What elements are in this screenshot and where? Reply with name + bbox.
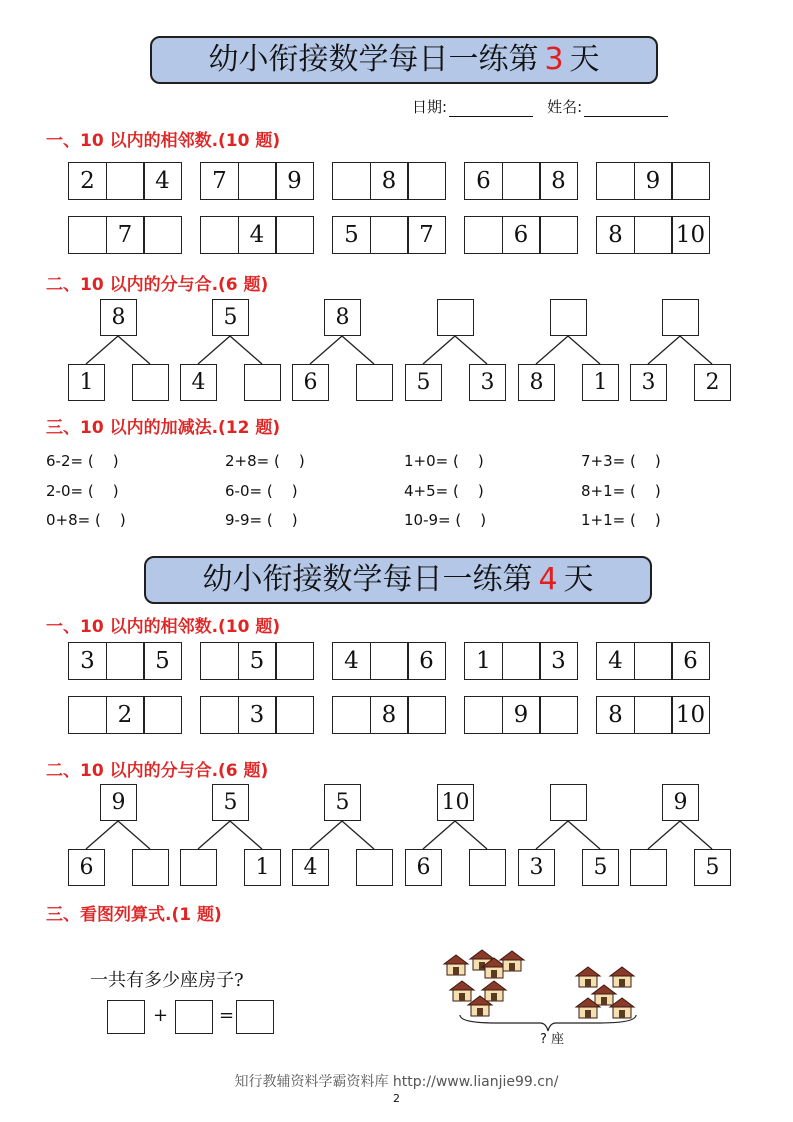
number-cell: 4 xyxy=(143,162,182,200)
day3-section2-title: 二、10 以内的分与合.(6 题) xyxy=(46,275,269,295)
split-right-box: 5 xyxy=(694,849,731,886)
split-left-box[interactable] xyxy=(630,849,667,886)
number-cell: 9 xyxy=(502,696,541,734)
number-cell: 9 xyxy=(275,162,314,200)
number-cell: 8 xyxy=(370,696,409,734)
number-cell: 3 xyxy=(68,642,107,680)
picture-label: ? 座 xyxy=(540,1032,565,1047)
split-top-box: 9 xyxy=(662,784,699,821)
number-cell: 6 xyxy=(464,162,503,200)
page-number: 2 xyxy=(393,1092,400,1105)
number-cell: 8 xyxy=(539,162,578,200)
split-left-box: 1 xyxy=(68,364,105,401)
branch-line xyxy=(86,821,118,849)
branch-line xyxy=(342,821,374,849)
equation[interactable]: 8+1= ( ) xyxy=(581,482,661,500)
number-cell: 7 xyxy=(106,216,145,254)
day4-section1-title: 一、10 以内的相邻数.(10 题) xyxy=(46,617,281,637)
split-left-box: 6 xyxy=(292,364,329,401)
split-left-box: 3 xyxy=(630,364,667,401)
title-prefix: 幼小衔接数学每日一练第 xyxy=(208,42,539,77)
split-top-box: 5 xyxy=(324,784,361,821)
split-top-box: 5 xyxy=(212,784,249,821)
date-label: 日期: xyxy=(412,98,448,116)
number-cell: 8 xyxy=(596,216,635,254)
number-cell: 4 xyxy=(332,642,371,680)
day-number: 3 xyxy=(544,42,564,77)
title-suffix: 天 xyxy=(569,42,600,77)
number-cell: 2 xyxy=(68,162,107,200)
title-prefix: 幼小衔接数学每日一练第 xyxy=(202,562,533,597)
split-top-box: 8 xyxy=(100,299,137,336)
equation[interactable]: 4+5= ( ) xyxy=(404,482,484,500)
number-cell: 1 xyxy=(464,642,503,680)
day4-section3-title: 三、看图列算式.(1 题) xyxy=(46,905,222,925)
house-group-left xyxy=(444,950,524,1016)
number-cell: 6 xyxy=(671,642,710,680)
split-left-box: 6 xyxy=(68,849,105,886)
equation[interactable]: 9-9= ( ) xyxy=(225,511,298,529)
split-right-box: 3 xyxy=(469,364,506,401)
split-right-box: 5 xyxy=(582,849,619,886)
number-cell: 6 xyxy=(407,642,446,680)
branch-line xyxy=(455,821,487,849)
equation[interactable]: 2-0= ( ) xyxy=(46,482,119,500)
branch-line xyxy=(680,821,712,849)
equation[interactable]: 6-0= ( ) xyxy=(225,482,298,500)
number-cell: 5 xyxy=(332,216,371,254)
split-right-box: 2 xyxy=(694,364,731,401)
answer-box-1[interactable] xyxy=(107,1000,145,1034)
split-top-box: 10 xyxy=(437,784,474,821)
number-cell: 8 xyxy=(596,696,635,734)
answer-box-3[interactable] xyxy=(236,1000,274,1034)
title-suffix: 天 xyxy=(563,562,594,597)
split-top-box: 5 xyxy=(212,299,249,336)
equation[interactable]: 7+3= ( ) xyxy=(581,452,661,470)
split-left-box: 5 xyxy=(405,364,442,401)
house-group-right xyxy=(576,967,634,1018)
branch-line xyxy=(198,821,230,849)
number-cell: 7 xyxy=(200,162,239,200)
number-cell: 7 xyxy=(407,216,446,254)
split-right-box[interactable] xyxy=(132,849,169,886)
split-right-box[interactable] xyxy=(356,849,393,886)
split-right-box: 1 xyxy=(244,849,281,886)
answer-box-2[interactable] xyxy=(175,1000,213,1034)
equation[interactable]: 6-2= ( ) xyxy=(46,452,119,470)
equation[interactable]: 10-9= ( ) xyxy=(404,511,487,529)
equation[interactable]: 2+8= ( ) xyxy=(225,452,305,470)
branch-line xyxy=(310,821,342,849)
number-cell: 4 xyxy=(596,642,635,680)
number-cell: 8 xyxy=(370,162,409,200)
split-left-box[interactable] xyxy=(180,849,217,886)
number-cell: 6 xyxy=(502,216,541,254)
branch-line xyxy=(536,821,568,849)
equation[interactable]: 1+1= ( ) xyxy=(581,511,661,529)
picture-question: 一共有多少座房子? xyxy=(90,970,244,991)
equals-sign: = xyxy=(219,1005,235,1026)
name-label: 姓名: xyxy=(547,98,583,116)
houses-picture xyxy=(436,945,666,1055)
number-cell: 4 xyxy=(238,216,277,254)
branch-line xyxy=(423,821,455,849)
split-right-box[interactable] xyxy=(469,849,506,886)
day4-section2-title: 二、10 以内的分与合.(6 题) xyxy=(46,761,269,781)
branch-line xyxy=(648,821,680,849)
number-cell: 10 xyxy=(671,696,710,734)
branch-line xyxy=(118,821,150,849)
equation[interactable]: 1+0= ( ) xyxy=(404,452,484,470)
split-left-box: 4 xyxy=(180,364,217,401)
split-top-box: 9 xyxy=(100,784,137,821)
day-number: 4 xyxy=(538,562,558,597)
number-cell: 5 xyxy=(238,642,277,680)
number-cell: 3 xyxy=(238,696,277,734)
number-cell: 3 xyxy=(539,642,578,680)
split-left-box: 8 xyxy=(518,364,555,401)
split-right-box: 1 xyxy=(582,364,619,401)
number-cell: 9 xyxy=(634,162,673,200)
brace xyxy=(460,1015,636,1031)
split-left-box: 4 xyxy=(292,849,329,886)
branch-line xyxy=(568,821,600,849)
branch-line xyxy=(230,821,262,849)
footer: 知行教辅资料学霸资料库 http://www.lianjie99.cn/ xyxy=(234,1074,559,1090)
day3-section3-title: 三、10 以内的加减法.(12 题) xyxy=(46,418,281,438)
plus-sign: + xyxy=(153,1005,169,1026)
equation[interactable]: 0+8= ( ) xyxy=(46,511,126,529)
day3-section1-title: 一、10 以内的相邻数.(10 题) xyxy=(46,131,281,151)
number-cell: 5 xyxy=(143,642,182,680)
split-top-box[interactable] xyxy=(550,784,587,821)
split-left-box: 3 xyxy=(518,849,555,886)
split-left-box: 6 xyxy=(405,849,442,886)
number-cell: 2 xyxy=(106,696,145,734)
split-top-box: 8 xyxy=(324,299,361,336)
number-cell: 10 xyxy=(671,216,710,254)
